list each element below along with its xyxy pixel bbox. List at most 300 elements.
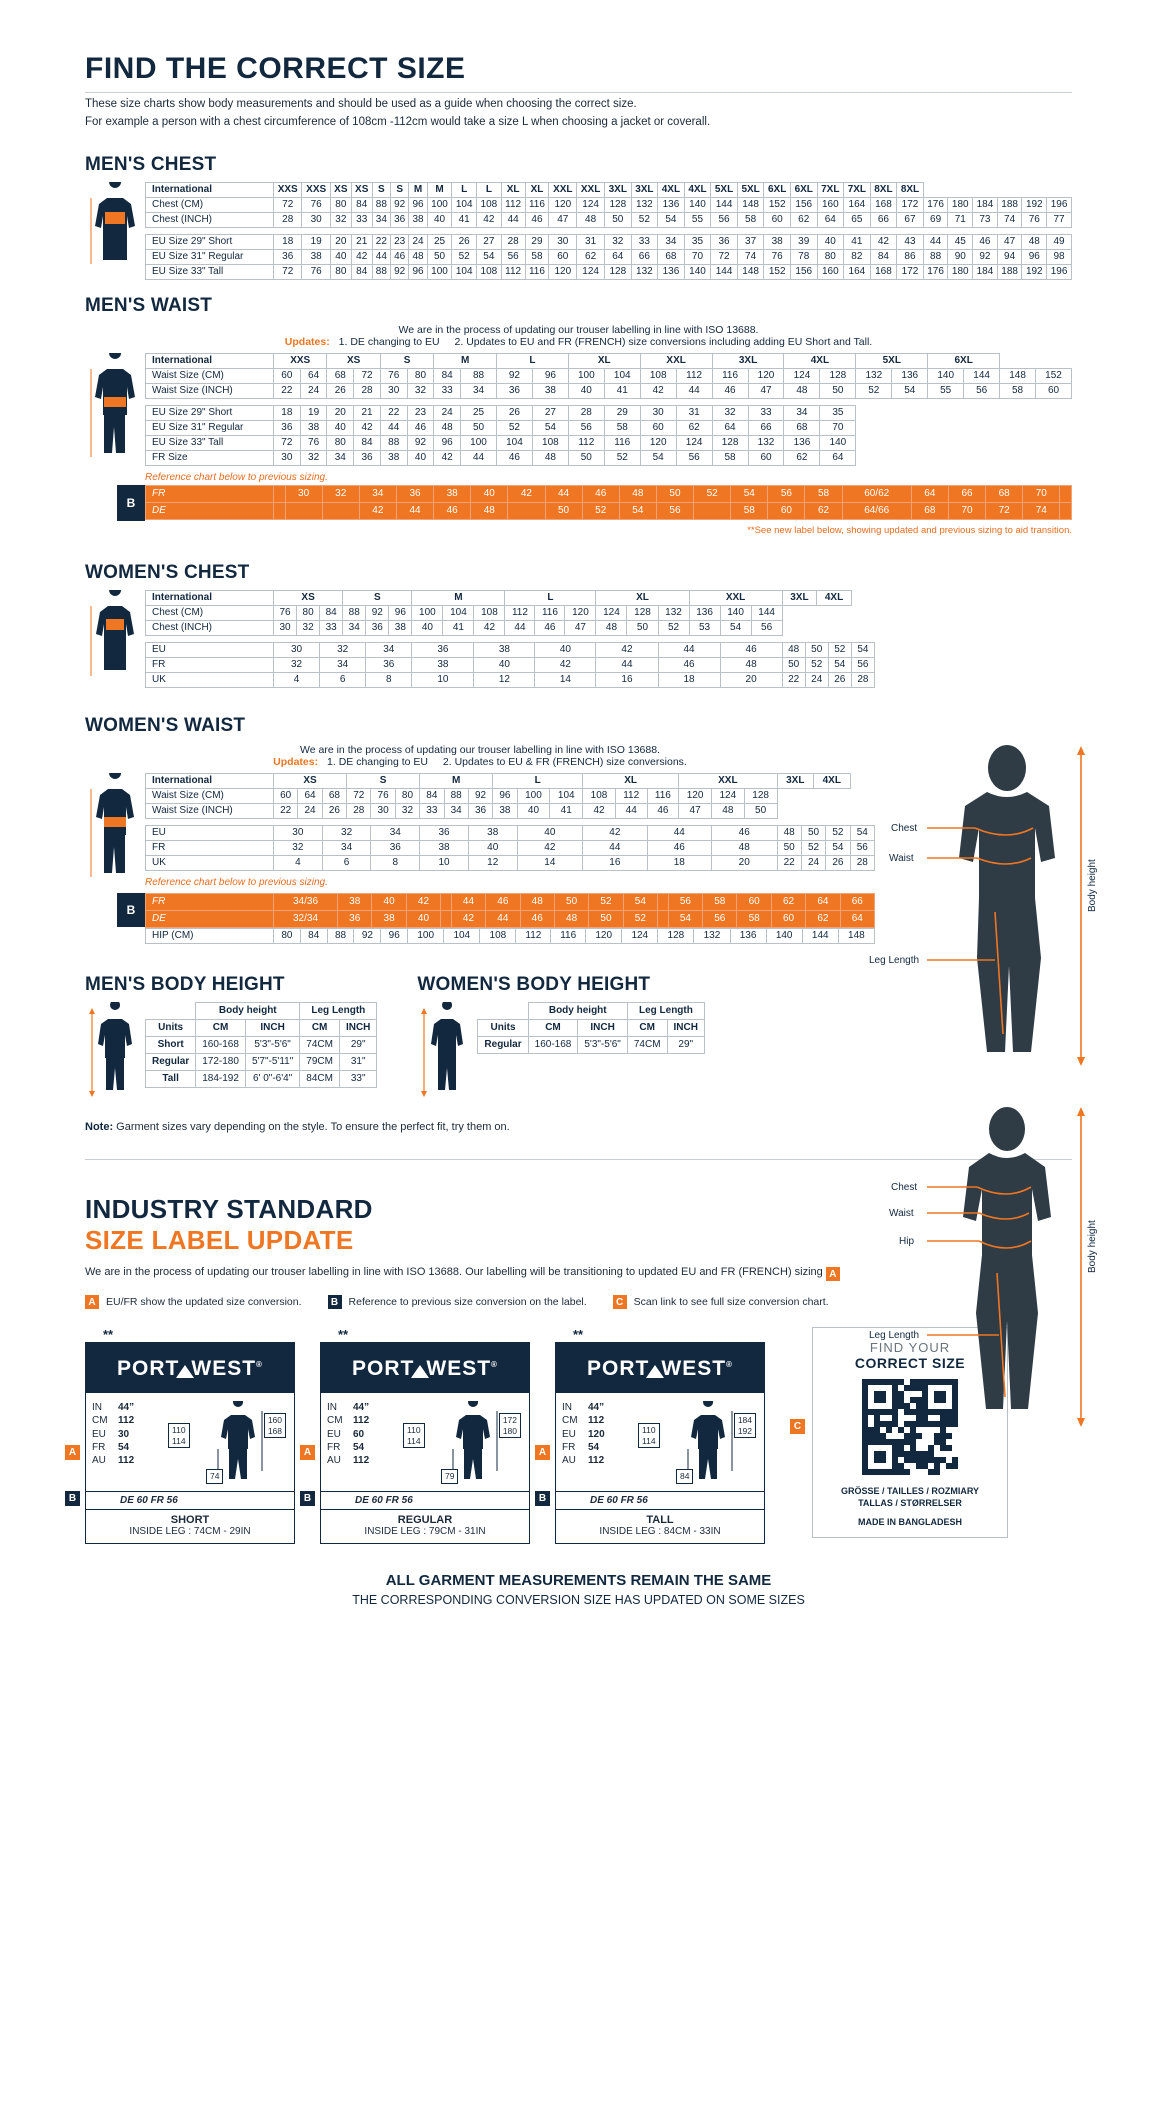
row-label: FR	[146, 840, 274, 855]
table-cell: 84	[434, 368, 461, 383]
table-cell: 5XL	[856, 353, 928, 368]
measurement-value: 112	[588, 1415, 605, 1427]
previous-size-conversion: DE 60 FR 56	[86, 1491, 294, 1509]
table-cell: 140	[684, 197, 711, 212]
ref-cell: 72	[986, 502, 1023, 519]
ref-row-label: DE	[146, 910, 274, 927]
brand-text-left: PORT	[587, 1357, 650, 1381]
table-cell: 28	[851, 672, 874, 687]
table-cell: XXL	[640, 353, 712, 368]
table-cell: 67	[897, 212, 924, 227]
table-cell: 22	[274, 383, 301, 398]
table-row	[146, 620, 875, 635]
measurement-row	[562, 1441, 636, 1454]
table-cell: 36	[391, 212, 409, 227]
table-cell: 124	[577, 264, 605, 279]
womens-waist-ref-table	[145, 893, 875, 928]
ref-cell: 44	[451, 893, 485, 910]
label-box-left: 110 114	[168, 1423, 190, 1448]
table-cell: 144	[802, 928, 838, 943]
ref-cell	[1060, 502, 1072, 519]
group-header: Body height	[196, 1002, 300, 1019]
table-cell: 152	[1036, 368, 1072, 383]
table-cell: 80	[297, 605, 320, 620]
table-cell: 36	[274, 420, 301, 435]
table-cell: 80	[395, 788, 419, 803]
table-cell: 40	[330, 249, 351, 264]
table-row	[146, 405, 1072, 420]
table-cell: 47	[748, 383, 784, 398]
label-box	[320, 1342, 530, 1544]
table-cell: 54	[892, 383, 928, 398]
female-height-figure	[417, 1002, 477, 1103]
table-cell: 72	[274, 264, 302, 279]
label-figure	[166, 1401, 288, 1487]
measurement-row	[562, 1414, 636, 1427]
table-cell: S	[391, 182, 409, 197]
table-cell: S	[347, 773, 420, 788]
table-cell: 26	[327, 383, 354, 398]
row-label: Waist Size (CM)	[146, 368, 274, 383]
table-cell: 54	[477, 249, 502, 264]
table-cell: 136	[658, 264, 685, 279]
table-cell: 44	[583, 840, 647, 855]
mens-waist-table	[145, 353, 1072, 466]
ref-cell	[658, 893, 669, 910]
brand-text-left: PORT	[352, 1357, 415, 1381]
ref-cell: 36	[396, 485, 433, 502]
qr-title-1: FIND YOUR	[869, 1340, 951, 1356]
table-cell: 100	[412, 605, 443, 620]
womens-chest-table-wrap	[145, 590, 875, 688]
measurement-row	[562, 1401, 636, 1414]
male-body-height-label: Body height	[1087, 859, 1097, 912]
table-cell: 56	[568, 420, 604, 435]
table-cell: 108	[480, 928, 516, 943]
footer-line-2: THE CORRESPONDING CONVERSION SIZE HAS UPDATED ON SOME SIZES	[352, 1593, 805, 1608]
table-row	[146, 368, 1072, 383]
womens-waist-update-note: We are in the process of updating our trouser labelling in line with ISO 13688.	[300, 743, 660, 756]
table-cell: 48	[596, 620, 627, 635]
table-cell: 38	[300, 420, 327, 435]
table-row	[146, 197, 1072, 212]
intro-line-2: For example a person with a chest circumference of 108cm -112cm would take a size L when choosing a jacket or coverall.	[85, 115, 711, 128]
table-cell: 96	[1022, 249, 1047, 264]
table-cell: 164	[844, 264, 871, 279]
ref-cell: 48	[471, 502, 508, 519]
table-cell: 31	[577, 234, 605, 249]
measurement-key: FR	[92, 1441, 106, 1453]
table-cell: 128	[658, 928, 694, 943]
table-row	[146, 450, 1072, 465]
table-cell: 71	[948, 212, 973, 227]
table-cell: 33"	[339, 1070, 376, 1087]
table-cell: 6XL	[790, 182, 817, 197]
ref-cell: 46	[582, 485, 619, 502]
table-cell: 116	[604, 435, 640, 450]
table-cell: 48	[720, 657, 782, 672]
table-cell: 108	[477, 264, 502, 279]
table-cell: 41	[452, 212, 477, 227]
ref-cell: 38	[338, 893, 372, 910]
measurement-row	[92, 1414, 166, 1427]
mens-waist-updates-label: Updates:	[284, 335, 330, 348]
table-cell: 30	[549, 234, 577, 249]
table-cell: 46	[711, 825, 777, 840]
table-cell: 76	[302, 264, 330, 279]
table-cell: 38	[412, 657, 474, 672]
table-row	[146, 435, 1072, 450]
table-cell: 4	[274, 855, 323, 870]
table-cell: 3XL	[605, 182, 632, 197]
table-cell: 25	[427, 234, 452, 249]
table-cell: 44	[615, 803, 647, 818]
table-cell: 72	[711, 249, 738, 264]
label-chip-b: B	[300, 1491, 315, 1506]
table-cell: XXS	[274, 182, 302, 197]
table-cell: 44	[505, 620, 535, 635]
table-cell: 112	[516, 928, 551, 943]
male-waist-icon	[85, 353, 145, 468]
table-cell: 50	[820, 383, 856, 398]
table-cell: 52	[452, 249, 477, 264]
table-cell: 116	[525, 197, 549, 212]
table-cell: 4XL	[784, 353, 856, 368]
table-cell: 29	[525, 234, 549, 249]
table-cell: 14	[535, 672, 596, 687]
ref-cell	[274, 502, 286, 519]
ref-cell: 64	[840, 910, 874, 927]
ref-cell: 42	[406, 893, 440, 910]
table-cell: 32	[407, 383, 434, 398]
table-cell: 104	[496, 435, 532, 450]
table-cell: 6XL	[764, 182, 791, 197]
table-cell: 42	[583, 803, 616, 818]
column-header: CM	[300, 1019, 340, 1036]
table-cell: 48	[782, 642, 805, 657]
table-cell: 86	[897, 249, 924, 264]
table-cell: 18	[647, 855, 711, 870]
table-cell: 72	[274, 435, 301, 450]
table-cell: 144	[751, 605, 782, 620]
table-cell: 44	[380, 420, 407, 435]
table-cell: 52	[496, 420, 532, 435]
table-cell: L	[493, 773, 583, 788]
table-cell: 128	[712, 435, 748, 450]
table-cell: 34	[658, 234, 685, 249]
table-row	[146, 1002, 377, 1019]
row-label: UK	[146, 855, 274, 870]
womens-waist-updates-label: Updates:	[273, 755, 319, 768]
table-cell: 30	[274, 620, 297, 635]
table-cell: 36	[420, 825, 469, 840]
table-cell: 5XL	[737, 182, 764, 197]
table-cell: 160-168	[528, 1036, 578, 1053]
womens-body-height-group	[417, 974, 705, 1103]
label-footer	[556, 1509, 764, 1543]
mens-waist-see-note: **See new label below, showing updated and previous sizing to aid transition.	[747, 524, 1072, 536]
table-cell: 38	[474, 642, 535, 657]
table-cell: 38	[409, 212, 427, 227]
table-row	[146, 803, 875, 818]
table-cell: 42	[517, 840, 583, 855]
ref-cell: 56	[656, 502, 693, 519]
table-cell: 38	[389, 620, 412, 635]
table-cell: 18	[274, 234, 302, 249]
table-cell: XS	[274, 773, 347, 788]
table-cell: 3XL	[712, 353, 784, 368]
ref-cell: 58	[737, 910, 771, 927]
womens-waist-ref-table-wrap	[145, 893, 875, 944]
label-box-right: 160 168	[264, 1413, 286, 1438]
table-cell: 92	[391, 264, 409, 279]
label-asterisks: **	[573, 1327, 584, 1343]
table-row	[146, 212, 1072, 227]
womens-waist-ref-block	[117, 893, 875, 944]
table-cell: 46	[658, 657, 720, 672]
table-cell: 188	[997, 264, 1022, 279]
table-cell: 84CM	[300, 1070, 340, 1087]
table-cell: 172	[897, 264, 924, 279]
label-asterisks: **	[103, 1327, 114, 1343]
table-cell: 32	[330, 212, 351, 227]
table-cell: 116	[647, 788, 679, 803]
table-cell: 65	[844, 212, 871, 227]
ref-cell	[274, 485, 286, 502]
column-header: Units	[146, 1019, 196, 1036]
table-cell: 128	[605, 197, 632, 212]
table-cell: 34	[343, 620, 366, 635]
table-cell: M	[409, 182, 427, 197]
table-cell: 23	[391, 234, 409, 249]
table-cell: 36	[468, 803, 492, 818]
womens-chest-table	[145, 590, 875, 688]
measurement-key: EU	[327, 1428, 341, 1440]
mens-body-height-table	[145, 1002, 377, 1088]
table-cell: 32	[300, 450, 327, 465]
table-row	[146, 928, 875, 943]
table-cell: 156	[790, 264, 817, 279]
table-row	[146, 657, 875, 672]
table-cell: 69	[923, 212, 948, 227]
table-cell: 132	[631, 197, 658, 212]
table-cell: 68	[327, 368, 354, 383]
portwest-logo	[117, 1357, 263, 1381]
row-label: EU Size 33" Tall	[146, 264, 274, 279]
table-cell: 36	[711, 234, 738, 249]
table-cell: 56	[850, 840, 874, 855]
table-cell: 120	[640, 435, 676, 450]
table-cell: 28	[850, 855, 874, 870]
table-cell: 26	[496, 405, 532, 420]
label-chip-a: A	[65, 1445, 80, 1460]
table-row	[146, 605, 875, 620]
table-cell: 48	[409, 249, 427, 264]
ref-cell: 48	[554, 910, 588, 927]
table-cell: 124	[711, 788, 744, 803]
table-cell: 48	[784, 383, 820, 398]
table-cell: 192	[1022, 264, 1047, 279]
male-mannequin-diagram	[867, 742, 1097, 1072]
table-cell: 124	[676, 435, 712, 450]
table-cell: L	[496, 353, 568, 368]
mens-chest-table	[145, 182, 1072, 280]
mens-chest-table-wrap	[145, 182, 1072, 280]
industry-lead-chip-a: A	[826, 1267, 840, 1281]
table-cell: 27	[477, 234, 502, 249]
table-cell: 192	[1022, 197, 1047, 212]
measurement-key: AU	[327, 1454, 341, 1466]
table-cell: 152	[764, 264, 791, 279]
legend-chip-a: A	[85, 1295, 99, 1309]
table-cell: 148	[737, 197, 764, 212]
brand-header	[86, 1343, 294, 1393]
table-cell: 34	[444, 803, 468, 818]
measurement-key: AU	[92, 1454, 106, 1466]
table-cell: 40	[817, 234, 844, 249]
table-cell: 50	[805, 642, 828, 657]
table-cell: 80	[330, 197, 351, 212]
male-height-figure	[85, 1002, 145, 1103]
table-cell: 55	[684, 212, 711, 227]
row-label: Waist Size (INCH)	[146, 383, 274, 398]
table-cell: 41	[550, 803, 583, 818]
table-cell: 46	[525, 212, 549, 227]
table-cell: 64	[820, 450, 856, 465]
legend-item-b	[328, 1295, 587, 1309]
ref-cell: 66	[840, 893, 874, 910]
ref-cell: 56	[668, 893, 702, 910]
ref-cell: 32/34	[274, 910, 338, 927]
table-cell: 24	[409, 234, 427, 249]
row-label: Waist Size (CM)	[146, 788, 274, 803]
qr-title-2: CORRECT SIZE	[854, 1355, 966, 1372]
table-cell: 140	[684, 264, 711, 279]
column-header: INCH	[339, 1019, 376, 1036]
column-header: CM	[196, 1019, 246, 1036]
intro-line-1: These size charts show body measurements and should be used as a guide when choosing the correct size.	[85, 98, 637, 110]
table-cell: 112	[615, 788, 647, 803]
table-cell: 35	[684, 234, 711, 249]
bottom-note-text: Garment sizes vary depending on the style. To ensure the perfect fit, try them on.	[113, 1120, 510, 1133]
table-cell: 60	[274, 788, 298, 803]
table-cell: 22	[274, 803, 298, 818]
table-cell: 76	[302, 197, 330, 212]
brand-text-right: WEST	[661, 1357, 727, 1381]
table-cell: 31"	[339, 1053, 376, 1070]
measurement-value: 112	[118, 1415, 135, 1427]
table-cell: 132	[658, 605, 689, 620]
table-cell: 31	[676, 405, 712, 420]
ref-row	[146, 893, 875, 910]
mountain-icon	[411, 1365, 429, 1378]
row-label: EU Size 33" Tall	[146, 435, 274, 450]
registered-icon: ®	[491, 1360, 498, 1370]
ref-cell: 36	[338, 910, 372, 927]
measurement-row	[92, 1441, 166, 1454]
table-cell: 32	[274, 840, 323, 855]
table-cell: 28	[274, 212, 302, 227]
womens-chest-block	[85, 590, 875, 705]
measurement-rows	[562, 1401, 636, 1487]
table-cell: 50	[744, 803, 777, 818]
ref-cell: 54	[619, 502, 656, 519]
measurement-row	[327, 1441, 401, 1454]
label-figure	[401, 1401, 523, 1487]
table-cell: 54	[826, 840, 850, 855]
table-cell: 50	[801, 825, 825, 840]
measurement-value: 44”	[118, 1402, 135, 1414]
table-cell: 28	[347, 803, 371, 818]
female-waist-label: Waist	[889, 1208, 914, 1219]
label-box-right: 172 180	[499, 1413, 521, 1438]
mens-waist-update-2: 2. Updates to EU and FR (FRENCH) size conversions including adding EU Short and Tall.	[454, 335, 873, 348]
ref-cell: 38	[372, 910, 406, 927]
ref-row	[146, 502, 1072, 519]
ref-cell: 40	[372, 893, 406, 910]
table-cell: 22	[777, 855, 801, 870]
legend-item-a	[85, 1295, 302, 1309]
womens-waist-table-wrap	[145, 773, 875, 890]
table-cell: 19	[300, 405, 327, 420]
womens-waist-update-2: 2. Updates to EU & FR (FRENCH) size conversions.	[442, 755, 687, 768]
table-cell: 152	[764, 197, 791, 212]
row-label: EU Size 29" Short	[146, 405, 274, 420]
table-cell: 47	[997, 234, 1022, 249]
table-cell: 64	[712, 420, 748, 435]
table-cell: 44	[923, 234, 948, 249]
table-cell: 33	[434, 383, 461, 398]
mens-waist-update-note: We are in the process of updating our trouser labelling in line with ISO 13688.	[398, 323, 759, 336]
table-cell: 47	[679, 803, 712, 818]
table-cell: 56	[501, 249, 525, 264]
table-cell: 46	[391, 249, 409, 264]
table-cell: 32	[297, 620, 320, 635]
measurement-key: AU	[562, 1454, 576, 1466]
table-cell: 160-168	[196, 1036, 246, 1053]
table-cell: 38	[493, 803, 517, 818]
mens-waist-ref-note: Reference chart below to previous sizing.	[145, 471, 328, 483]
row-label: UK	[146, 672, 274, 687]
table-cell: 74	[997, 212, 1022, 227]
label-box	[85, 1342, 295, 1544]
mens-chest-block	[85, 182, 1072, 287]
table-cell: 53	[689, 620, 720, 635]
ref-row-label: DE	[146, 502, 274, 519]
row-label: FR	[146, 657, 274, 672]
table-cell: 41	[443, 620, 474, 635]
table-cell: 50	[605, 212, 632, 227]
table-cell: XL	[596, 590, 689, 605]
column-header: INCH	[667, 1019, 704, 1036]
brand-text-right: WEST	[191, 1357, 257, 1381]
table-cell: 56	[964, 383, 1000, 398]
table-cell: 34	[320, 657, 366, 672]
measurement-value: 112	[118, 1454, 135, 1466]
table-cell: 120	[748, 368, 784, 383]
table-cell: 96	[434, 435, 461, 450]
table-cell: 148	[737, 264, 764, 279]
table-cell: 76	[371, 788, 395, 803]
legend-text-b: Reference to previous size conversion on the label.	[348, 1296, 587, 1309]
table-cell: 30	[371, 803, 395, 818]
table-cell: 8	[371, 855, 420, 870]
ref-cell: 56	[768, 485, 805, 502]
measurement-rows	[327, 1401, 401, 1487]
table-cell: 100	[568, 368, 604, 383]
table-cell: 140	[820, 435, 856, 450]
label-chip-a: A	[300, 1445, 315, 1460]
